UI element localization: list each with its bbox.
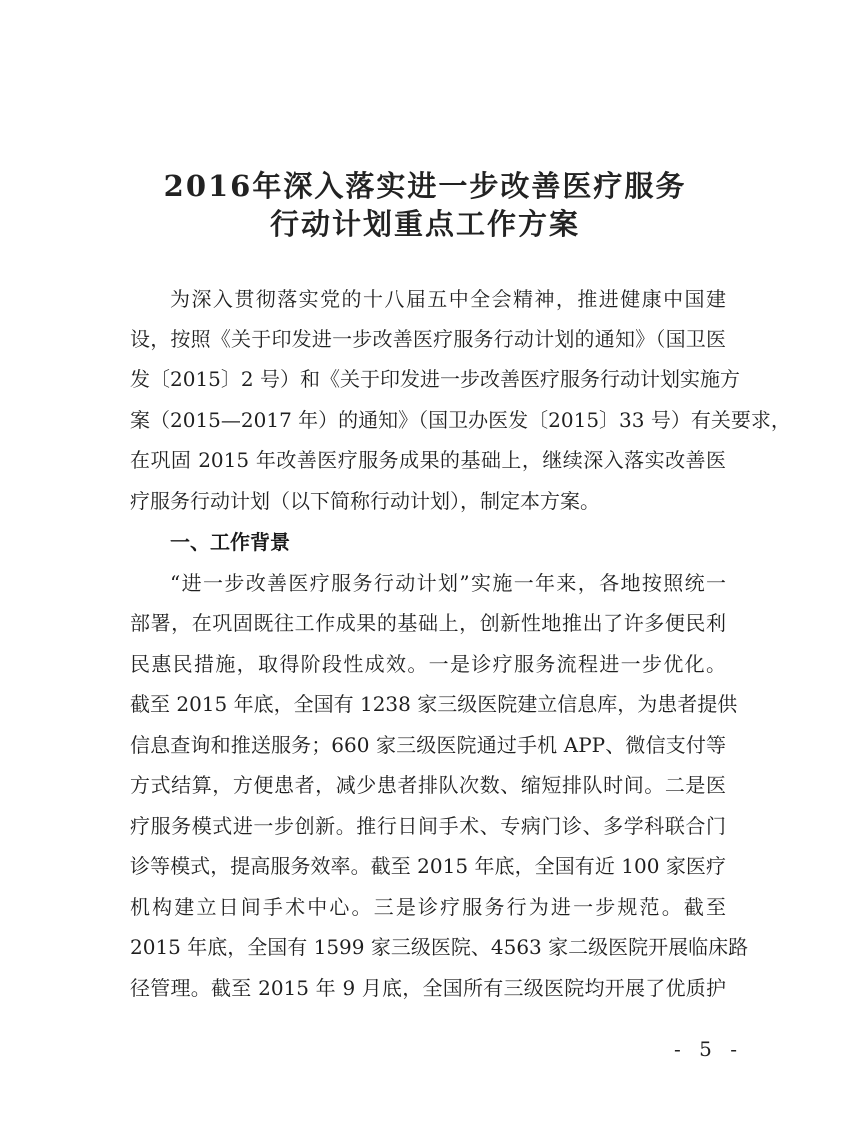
section-1-line-4: 截至 2015 年底，全国有 1238 家三级医院建立信息库，为患者提供 [130, 692, 738, 716]
section-1-line-5: 信息查询和推送服务；660 家三级医院通过手机 APP、微信支付等 [130, 733, 726, 757]
page-number: - 5 - [674, 1037, 743, 1061]
intro-line-6: 疗服务行动计划（以下简称行动计划），制定本方案。 [130, 489, 600, 513]
intro-line-2: 设，按照《关于印发进一步改善医疗服务行动计划的通知》（国卫医 [130, 327, 726, 351]
section-1-line-8: 诊等模式，提高服务效率。截至 2015 年底，全国有近 100 家医疗 [130, 854, 726, 878]
section-1-line-6: 方式结算，方便患者，减少患者排队次数、缩短排队时间。二是医 [130, 773, 726, 797]
section-1-line-3: 民惠民措施，取得阶段性成效。一是诊疗服务流程进一步优化。 [130, 652, 726, 676]
section-1-line-9: 机构建立日间手术中心。三是诊疗服务行为进一步规范。截至 [130, 895, 726, 919]
section-1-line-1: “进一步改善医疗服务行动计划”实施一年来，各地按照统一 [170, 571, 726, 595]
intro-line-1: 为深入贯彻落实党的十八届五中全会精神，推进健康中国建 [170, 287, 726, 311]
section-1-line-7: 疗服务模式进一步创新。推行日间手术、专病门诊、多学科联合门 [130, 814, 726, 838]
intro-line-5: 在巩固 2015 年改善医疗服务成果的基础上，继续深入落实改善医 [130, 448, 726, 472]
intro-line-4: 案（2015—2017 年）的通知》（国卫办医发〔2015〕33 号）有关要求， [130, 408, 791, 432]
section-1-line-11: 径管理。截至 2015 年 9 月底，全国所有三级医院均开展了优质护 [130, 976, 726, 1000]
intro-line-3: 发〔2015〕2 号）和《关于印发进一步改善医疗服务行动计划实施方 [130, 367, 740, 391]
document-title-line-1: 2016年深入落实进一步改善医疗服务 [163, 169, 687, 203]
section-1-line-10: 2015 年底，全国有 1599 家三级医院、4563 家二级医院开展临床路 [130, 935, 749, 959]
section-heading-background: 一、工作背景 [170, 530, 290, 554]
document-title-line-2: 行动计划重点工作方案 [269, 207, 580, 241]
section-1-line-2: 部署，在巩固既往工作成果的基础上，创新性地推出了许多便民利 [130, 611, 726, 635]
